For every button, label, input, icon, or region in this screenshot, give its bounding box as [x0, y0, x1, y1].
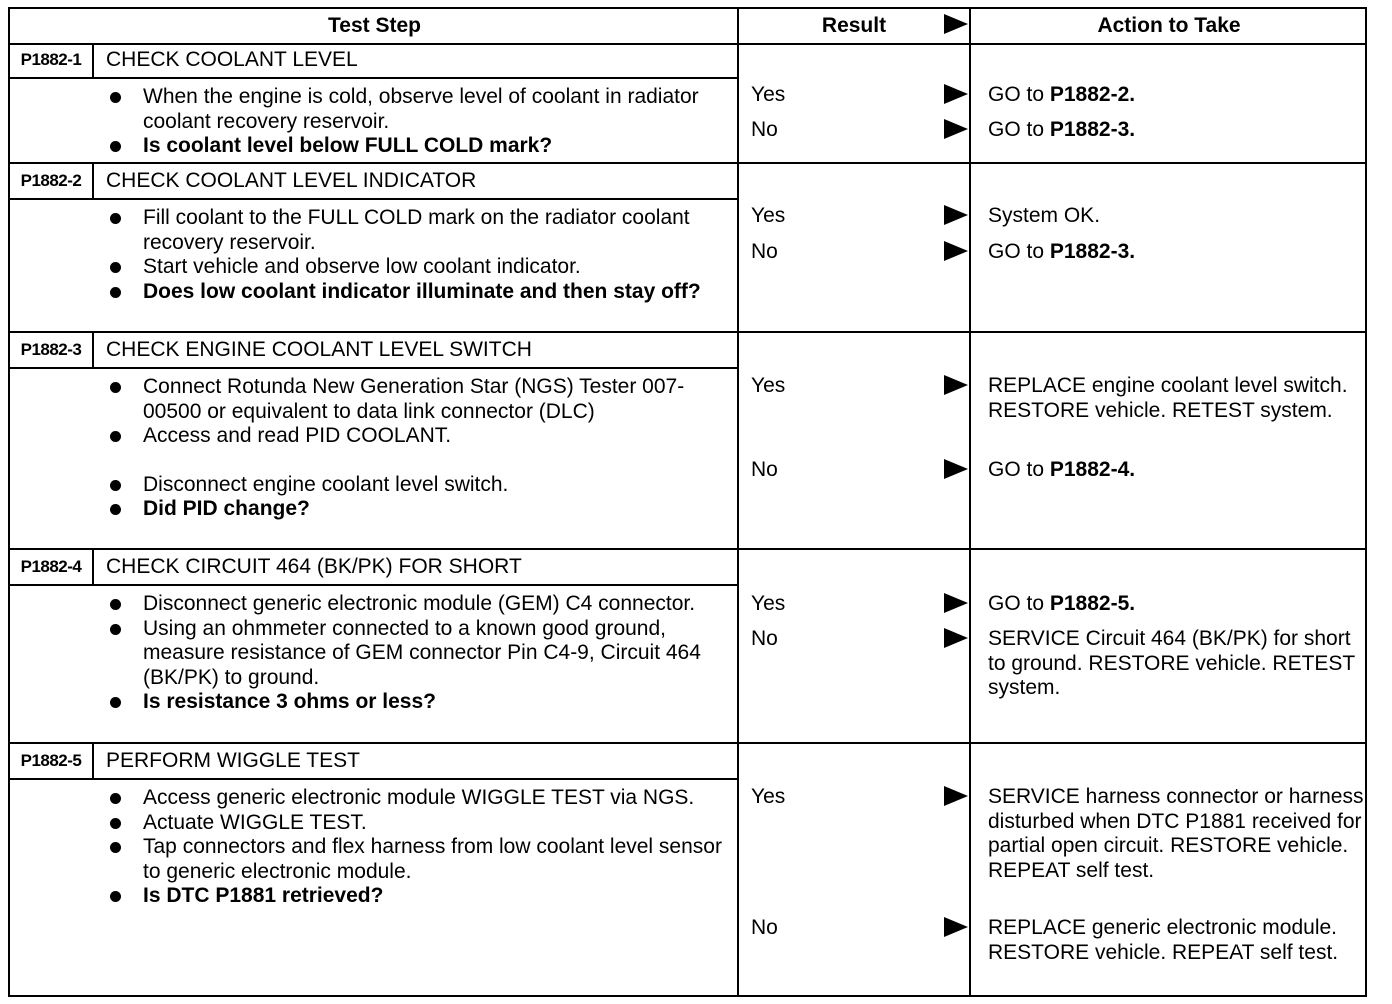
step-question — [102, 884, 732, 909]
bullet-icon — [110, 141, 121, 152]
bullet-icon — [110, 697, 121, 708]
step-question — [102, 690, 732, 715]
step-instructions — [102, 592, 732, 715]
action-instruction: SERVICE Circuit 464 (BK/PK) for short to ground. RESTORE vehicle. RETEST system. — [988, 627, 1355, 699]
result-yes: Yes — [751, 592, 786, 615]
bullet-icon — [110, 793, 121, 804]
bullet-icon — [110, 480, 121, 491]
bullet-text: Access generic electronic module WIGGLE TEST via NGS. — [143, 786, 695, 809]
result-yes: Yes — [751, 83, 786, 106]
step-instruction — [102, 592, 732, 617]
arrow-right-icon — [944, 119, 968, 139]
arrow-right-icon — [944, 205, 968, 225]
arrow-right-icon — [944, 459, 968, 479]
bullet-icon — [110, 287, 121, 298]
test-step-section — [10, 43, 1365, 164]
diagnostic-table — [8, 7, 1367, 997]
bullet-text: Connect Rotunda New Generation Star (NGS) Tester 007-00500 or equivalent to data link connector (DLC) — [143, 375, 685, 423]
header-test-step: Test Step — [328, 14, 421, 37]
bullet-text: Does low coolant indicator illuminate and then stay off? — [143, 279, 701, 303]
bullet-icon — [110, 213, 121, 224]
action-instruction: SERVICE harness connector or harness disturbed when DTC P1881 received for partial open circuit. RESTORE vehicle. REPEAT self test. — [988, 785, 1364, 882]
action-instruction: GO to — [988, 458, 1050, 481]
arrow-right-icon — [944, 241, 968, 261]
step-instruction — [102, 473, 732, 498]
step-id: P1882-5 — [10, 744, 94, 778]
step-id: P1882-2 — [10, 164, 94, 198]
bullet-icon — [110, 382, 121, 393]
action-instruction: System OK. — [988, 204, 1101, 227]
step-id: P1882-3 — [10, 333, 94, 367]
bullet-icon — [110, 599, 121, 610]
bullet-text: Is coolant level below FULL COLD mark? — [143, 134, 553, 157]
step-instruction — [102, 255, 732, 280]
step-question — [102, 134, 732, 159]
bullet-text: Using an ohmmeter connected to a known good ground, measure resistance of GEM connector Pin C4-9, Circuit 464 (BK/PK) to ground. — [143, 616, 701, 689]
bullet-text: Is resistance 3 ohms or less? — [143, 690, 436, 713]
action-text — [988, 916, 1368, 965]
arrow-right-icon — [944, 84, 968, 104]
action-step-ref: P1882-2. — [1049, 83, 1136, 106]
arrow-right-icon — [944, 628, 968, 648]
bullet-icon — [110, 504, 121, 515]
bullet-text: Tap connectors and flex harness from low coolant level sensor to generic electronic module. — [143, 835, 722, 883]
bullet-icon — [110, 431, 121, 442]
bullet-text: Disconnect engine coolant level switch. — [143, 472, 509, 496]
header-arrow-icon — [944, 14, 968, 34]
step-header — [10, 744, 739, 780]
step-header — [10, 43, 739, 79]
bullet-text: Did PID change? — [143, 497, 310, 520]
action-text — [988, 240, 1368, 265]
test-step-section — [10, 164, 1365, 333]
result-yes: Yes — [751, 785, 786, 808]
arrow-right-icon — [944, 593, 968, 613]
result-no: No — [751, 240, 778, 263]
bullet-icon — [110, 891, 121, 902]
action-instruction: REPLACE engine coolant level switch. RESTORE vehicle. RETEST system. — [988, 374, 1348, 422]
step-title: CHECK CIRCUIT 464 (BK/PK) FOR SHORT — [106, 555, 522, 578]
result-yes: Yes — [751, 204, 786, 227]
test-step-section — [10, 333, 1365, 550]
action-instruction: REPLACE generic electronic module. RESTORE vehicle. REPEAT self test. — [988, 916, 1339, 964]
bullet-text: Access and read PID COOLANT. — [143, 424, 452, 447]
divider-action — [969, 9, 971, 995]
bullet-text: Disconnect generic electronic module (GEM) C4 connector. — [143, 592, 696, 615]
action-instruction: GO to — [988, 240, 1050, 263]
bullet-text: Fill coolant to the FULL COLD mark on the radiator coolant recovery reservoir. — [143, 206, 690, 254]
result-no: No — [751, 627, 778, 650]
arrow-right-icon — [944, 917, 968, 937]
step-instruction — [102, 617, 732, 691]
step-instruction — [102, 85, 732, 134]
test-step-section — [10, 550, 1365, 744]
action-step-ref: P1882-3. — [1049, 240, 1136, 263]
step-instruction — [102, 424, 732, 449]
step-header — [10, 164, 739, 200]
action-instruction: GO to — [988, 118, 1050, 141]
step-instructions — [102, 206, 732, 304]
bullet-text: Is DTC P1881 retrieved? — [143, 884, 384, 907]
arrow-right-icon — [944, 786, 968, 806]
bullet-text: When the engine is cold, observe level of coolant in radiator coolant recovery reservoir. — [143, 85, 699, 133]
step-title: CHECK COOLANT LEVEL INDICATOR — [106, 169, 477, 192]
bullet-icon — [110, 624, 121, 635]
step-question — [102, 280, 732, 305]
action-instruction: GO to — [988, 83, 1050, 106]
step-id: P1882-1 — [10, 43, 94, 77]
step-instruction — [102, 811, 732, 836]
step-question — [102, 497, 732, 522]
action-text — [988, 374, 1368, 423]
step-id: P1882-4 — [10, 550, 94, 584]
result-no: No — [751, 916, 778, 939]
result-no: No — [751, 458, 778, 481]
action-text — [988, 592, 1368, 617]
arrow-right-icon — [944, 375, 968, 395]
bullet-icon — [110, 92, 121, 103]
result-yes: Yes — [751, 374, 786, 397]
step-title: CHECK ENGINE COOLANT LEVEL SWITCH — [106, 338, 532, 361]
action-text — [988, 83, 1368, 108]
test-step-section — [10, 744, 1365, 999]
step-header — [10, 550, 739, 586]
header-action: Action to Take — [1097, 14, 1241, 37]
step-instructions — [102, 85, 732, 159]
bullet-text: Actuate WIGGLE TEST. — [143, 810, 367, 834]
step-title: PERFORM WIGGLE TEST — [106, 749, 360, 772]
divider-result — [737, 9, 739, 995]
table-header — [10, 9, 1365, 45]
step-instructions — [102, 375, 732, 522]
step-title: CHECK COOLANT LEVEL — [106, 48, 358, 71]
result-no: No — [751, 118, 778, 141]
header-result: Result — [821, 14, 887, 37]
action-text — [988, 627, 1368, 701]
action-step-ref: P1882-5. — [1049, 592, 1136, 615]
action-text — [988, 118, 1368, 143]
step-instruction — [102, 786, 732, 811]
action-text — [988, 458, 1368, 483]
step-header — [10, 333, 739, 369]
action-text — [988, 204, 1368, 229]
step-instruction — [102, 835, 732, 884]
step-instruction — [102, 375, 732, 424]
bullet-icon — [110, 842, 121, 853]
bullet-icon — [110, 262, 121, 273]
bullet-icon — [110, 818, 121, 829]
action-step-ref: P1882-3. — [1049, 118, 1136, 141]
bullet-text: Start vehicle and observe low coolant indicator. — [143, 255, 581, 278]
action-step-ref: P1882-4. — [1049, 458, 1136, 481]
step-instructions — [102, 786, 732, 909]
step-instruction — [102, 206, 732, 255]
action-instruction: GO to — [988, 592, 1050, 615]
action-text — [988, 785, 1368, 883]
